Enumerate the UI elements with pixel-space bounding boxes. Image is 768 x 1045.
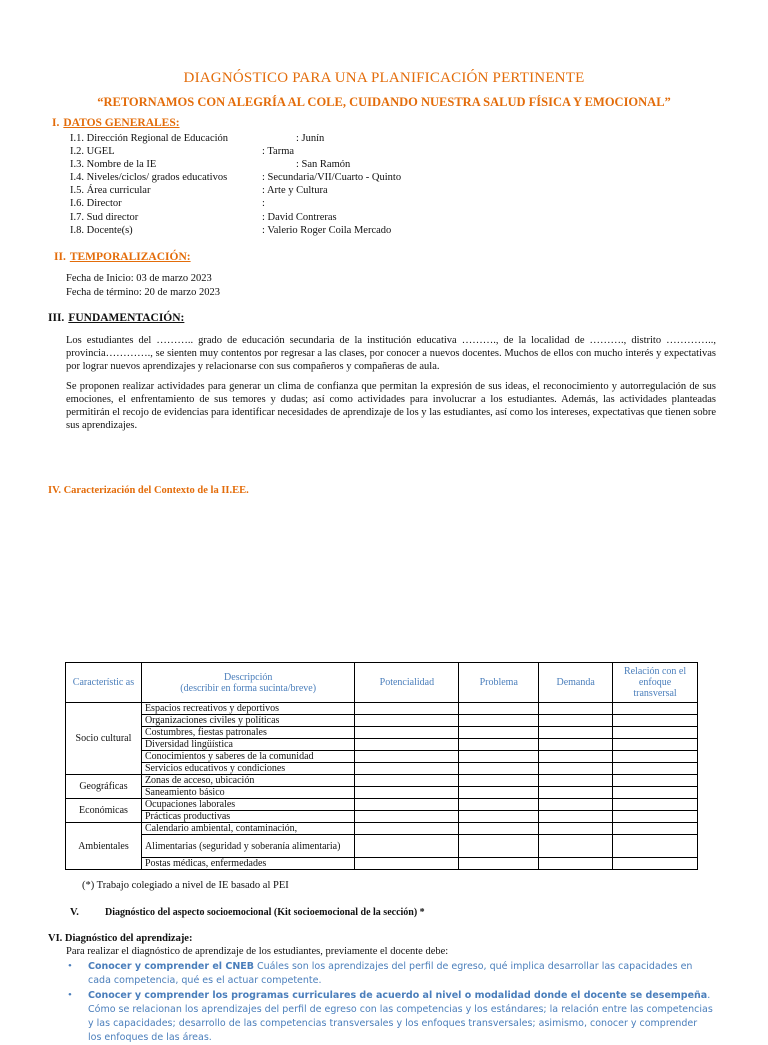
col-caracteristicas: Característic as bbox=[66, 663, 142, 703]
section-contexto: IV. Caracterización del Contexto de la II.EE. bbox=[48, 485, 249, 496]
context-table bbox=[65, 662, 698, 870]
potencialidad-cell[interactable] bbox=[355, 763, 459, 775]
description-cell: Ocupaciones laborales bbox=[141, 799, 355, 811]
problema-cell[interactable] bbox=[459, 739, 539, 751]
potencialidad-cell[interactable] bbox=[355, 811, 459, 823]
demanda-cell[interactable] bbox=[539, 739, 613, 751]
document-title: DIAGNÓSTICO PARA UNA PLANIFICACIÓN PERTINENTE bbox=[183, 70, 585, 86]
fecha-inicio: Fecha de Inicio: 03 de marzo 2023 bbox=[66, 273, 212, 284]
description-cell: Espacios recreativos y deportivos bbox=[141, 703, 355, 715]
category-cell: Geográficas bbox=[66, 775, 142, 799]
category-cell: Ambientales bbox=[66, 823, 142, 870]
category-cell: Socio cultural bbox=[66, 703, 142, 775]
potencialidad-cell[interactable] bbox=[355, 835, 459, 858]
potencialidad-cell[interactable] bbox=[355, 727, 459, 739]
relacion-cell[interactable] bbox=[613, 763, 698, 775]
datos-row-label: I.4. Niveles/ciclos/ grados educativos bbox=[70, 172, 228, 183]
relacion-cell[interactable] bbox=[613, 811, 698, 823]
description-cell: Conocimientos y saberes de la comunidad bbox=[141, 751, 355, 763]
table-row bbox=[66, 823, 698, 835]
section-fundamentacion bbox=[48, 312, 184, 324]
demanda-cell[interactable] bbox=[539, 858, 613, 870]
demanda-cell[interactable] bbox=[539, 763, 613, 775]
table-row bbox=[66, 787, 698, 799]
datos-row-label: I.7. Sud director bbox=[70, 212, 139, 223]
demanda-cell[interactable] bbox=[539, 751, 613, 763]
description-cell: Servicios educativos y condiciones bbox=[141, 763, 355, 775]
table-row bbox=[66, 715, 698, 727]
aprendizaje-bullet bbox=[88, 989, 713, 1045]
problema-cell[interactable] bbox=[459, 799, 539, 811]
description-cell: Zonas de acceso, ubicación bbox=[141, 775, 355, 787]
relacion-cell[interactable] bbox=[613, 799, 698, 811]
potencialidad-cell[interactable] bbox=[355, 775, 459, 787]
section-temporalizacion bbox=[54, 251, 191, 263]
table-row bbox=[66, 799, 698, 811]
problema-cell[interactable] bbox=[459, 763, 539, 775]
bullet-text: . Cómo se relacionan los aprendizajes del perfil de egreso con las competencias y los estándares; la relación entre las competencias y las capacidades; desarrollo de las competencias transversales y los enfoques transversales; asimismo, conocer y comprender los enfoques de las áreas. bbox=[88, 990, 713, 1043]
description-cell: Saneamiento básico bbox=[141, 787, 355, 799]
datos-row-value: : Junín bbox=[296, 133, 325, 144]
potencialidad-cell[interactable] bbox=[355, 858, 459, 870]
section-number: III. bbox=[48, 312, 65, 324]
description-cell: Organizaciones civiles y políticas bbox=[141, 715, 355, 727]
col-relacion: Relación con el enfoque transversal bbox=[613, 663, 698, 703]
problema-cell[interactable] bbox=[459, 811, 539, 823]
bullet-bold: Conocer y comprender los programas curriculares de acuerdo al nivel o modalidad donde el docente se desempeña bbox=[88, 990, 708, 1001]
description-cell: Prácticas productivas bbox=[141, 811, 355, 823]
table-row bbox=[66, 775, 698, 787]
table-header-row bbox=[66, 663, 698, 703]
table-row bbox=[66, 739, 698, 751]
relacion-cell[interactable] bbox=[613, 775, 698, 787]
demanda-cell[interactable] bbox=[539, 835, 613, 858]
datos-row-label: I.5. Área curricular bbox=[70, 185, 151, 196]
table-row bbox=[66, 858, 698, 870]
section-number: V. bbox=[70, 907, 79, 918]
datos-row-value: : Secundaria/VII/Cuarto - Quinto bbox=[262, 172, 402, 183]
col-potencialidad: Potencialidad bbox=[355, 663, 459, 703]
potencialidad-cell[interactable] bbox=[355, 739, 459, 751]
datos-row-value: : San Ramón bbox=[296, 159, 351, 170]
table-note: (*) Trabajo colegiado a nivel de IE basado al PEI bbox=[82, 880, 289, 891]
aprendizaje-intro: Para realizar el diagnóstico de aprendizaje de los estudiantes, previamente el docente debe: bbox=[66, 946, 449, 957]
datos-row-value: : Arte y Cultura bbox=[262, 185, 328, 196]
demanda-cell[interactable] bbox=[539, 775, 613, 787]
relacion-cell[interactable] bbox=[613, 715, 698, 727]
table-row bbox=[66, 727, 698, 739]
datos-row-label: I.8. Docente(s) bbox=[70, 225, 133, 236]
datos-row-label: I.1. Dirección Regional de Educación bbox=[70, 133, 229, 144]
datos-row-label: I.6. Director bbox=[70, 198, 122, 209]
section-datos-generales bbox=[52, 117, 180, 129]
section-heading: FUNDAMENTACIÓN: bbox=[68, 312, 185, 324]
potencialidad-cell[interactable] bbox=[355, 787, 459, 799]
demanda-cell[interactable] bbox=[539, 799, 613, 811]
problema-cell[interactable] bbox=[459, 715, 539, 727]
relacion-cell[interactable] bbox=[613, 727, 698, 739]
fundamentacion-paragraph: Los estudiantes del ……….. grado de educación secundaria de la institución educativa ………., de la localidad de ………., distrito ………….., provincia…………., se sienten muy contentos por regresar a las clases, por conocer a nuevos docentes. Muchos de ellos con mucho interés y expectativas por lograr nuevos aprendizajes y relacionarse con sus compañeros y compañeras de aula. bbox=[66, 335, 716, 372]
section-number: II. bbox=[54, 251, 66, 263]
problema-cell[interactable] bbox=[459, 775, 539, 787]
relacion-cell[interactable] bbox=[613, 739, 698, 751]
description-cell: Calendario ambiental, contaminación, bbox=[141, 823, 355, 835]
col-problema: Problema bbox=[459, 663, 539, 703]
potencialidad-cell[interactable] bbox=[355, 751, 459, 763]
potencialidad-cell[interactable] bbox=[355, 703, 459, 715]
section-heading: DATOS GENERALES: bbox=[63, 117, 180, 129]
potencialidad-cell[interactable] bbox=[355, 715, 459, 727]
datos-row-value: : David Contreras bbox=[262, 212, 337, 223]
description-cell: Costumbres, fiestas patronales bbox=[141, 727, 355, 739]
demanda-cell[interactable] bbox=[539, 823, 613, 835]
section-number: I. bbox=[52, 117, 60, 129]
bullet-icon: • bbox=[68, 989, 72, 1001]
section-aprendizaje: VI. Diagnóstico del aprendizaje: bbox=[48, 933, 193, 944]
table-row bbox=[66, 703, 698, 715]
problema-cell[interactable] bbox=[459, 835, 539, 858]
relacion-cell[interactable] bbox=[613, 823, 698, 835]
demanda-cell[interactable] bbox=[539, 703, 613, 715]
description-cell: Alimentarias (seguridad y soberanía alimentaria) bbox=[141, 835, 355, 858]
relacion-cell[interactable] bbox=[613, 858, 698, 870]
demanda-cell[interactable] bbox=[539, 811, 613, 823]
category-cell: Económicas bbox=[66, 799, 142, 823]
relacion-cell[interactable] bbox=[613, 787, 698, 799]
document-subtitle: “RETORNAMOS CON ALEGRÍA AL COLE, CUIDANDO NUESTRA SALUD FÍSICA Y EMOCIONAL” bbox=[97, 95, 671, 109]
problema-cell[interactable] bbox=[459, 727, 539, 739]
col-demanda: Demanda bbox=[539, 663, 613, 703]
potencialidad-cell[interactable] bbox=[355, 823, 459, 835]
col-descripcion bbox=[141, 663, 355, 703]
datos-row-value: : Valerio Roger Coila Mercado bbox=[262, 225, 392, 236]
relacion-cell[interactable] bbox=[613, 703, 698, 715]
description-cell: Postas médicas, enfermedades bbox=[141, 858, 355, 870]
description-cell: Diversidad lingüística bbox=[141, 739, 355, 751]
datos-row-value: : bbox=[262, 198, 265, 209]
fundamentacion-paragraph: Se proponen realizar actividades para generar un clima de confianza que permitan la expresión de sus ideas, el reconocimiento y autorregulación de sus emociones, el enfrentamiento de sus temores y dudas; así como actividades para involucrar a los estudiantes. Además, las actividades planteadas permitirán el recojo de evidencias para identificar necesidades de aprendizaje de los y las estudiantes, así como los intereses, expectativas que tienen sobre sus aprendizajes. bbox=[66, 381, 716, 431]
table-row bbox=[66, 751, 698, 763]
problema-cell[interactable] bbox=[459, 703, 539, 715]
section-socioemocional: Diagnóstico del aspecto socioemocional (Kit socioemocional de la sección) * bbox=[105, 907, 425, 918]
aprendizaje-bullet bbox=[88, 960, 713, 988]
problema-cell[interactable] bbox=[459, 858, 539, 870]
table-row bbox=[66, 835, 698, 858]
fecha-termino: Fecha de término: 20 de marzo 2023 bbox=[66, 287, 220, 298]
demanda-cell[interactable] bbox=[539, 787, 613, 799]
col-descripcion-sub: (describir en forma sucinta/breve) bbox=[180, 682, 317, 694]
bullet-icon: • bbox=[68, 960, 72, 972]
datos-row-value: : Tarma bbox=[262, 146, 295, 157]
demanda-cell[interactable] bbox=[539, 727, 613, 739]
bullet-text: Cuáles son los aprendizajes del perfil de egreso, qué implica desarrollar las capacidades en cada competencia, qué es el actuar competente. bbox=[88, 961, 693, 986]
section-heading: TEMPORALIZACIÓN: bbox=[69, 251, 191, 263]
problema-cell[interactable] bbox=[459, 823, 539, 835]
relacion-cell[interactable] bbox=[613, 751, 698, 763]
datos-row-label: I.2. UGEL bbox=[70, 146, 115, 157]
col-descripcion-title: Descripción bbox=[224, 671, 273, 683]
relacion-cell[interactable] bbox=[613, 835, 698, 858]
problema-cell[interactable] bbox=[459, 751, 539, 763]
table-row bbox=[66, 811, 698, 823]
potencialidad-cell[interactable] bbox=[355, 799, 459, 811]
problema-cell[interactable] bbox=[459, 787, 539, 799]
bullet-bold: Conocer y comprender el CNEB bbox=[88, 961, 254, 972]
demanda-cell[interactable] bbox=[539, 715, 613, 727]
datos-row-label: I.3. Nombre de la IE bbox=[70, 159, 157, 170]
table-row bbox=[66, 763, 698, 775]
